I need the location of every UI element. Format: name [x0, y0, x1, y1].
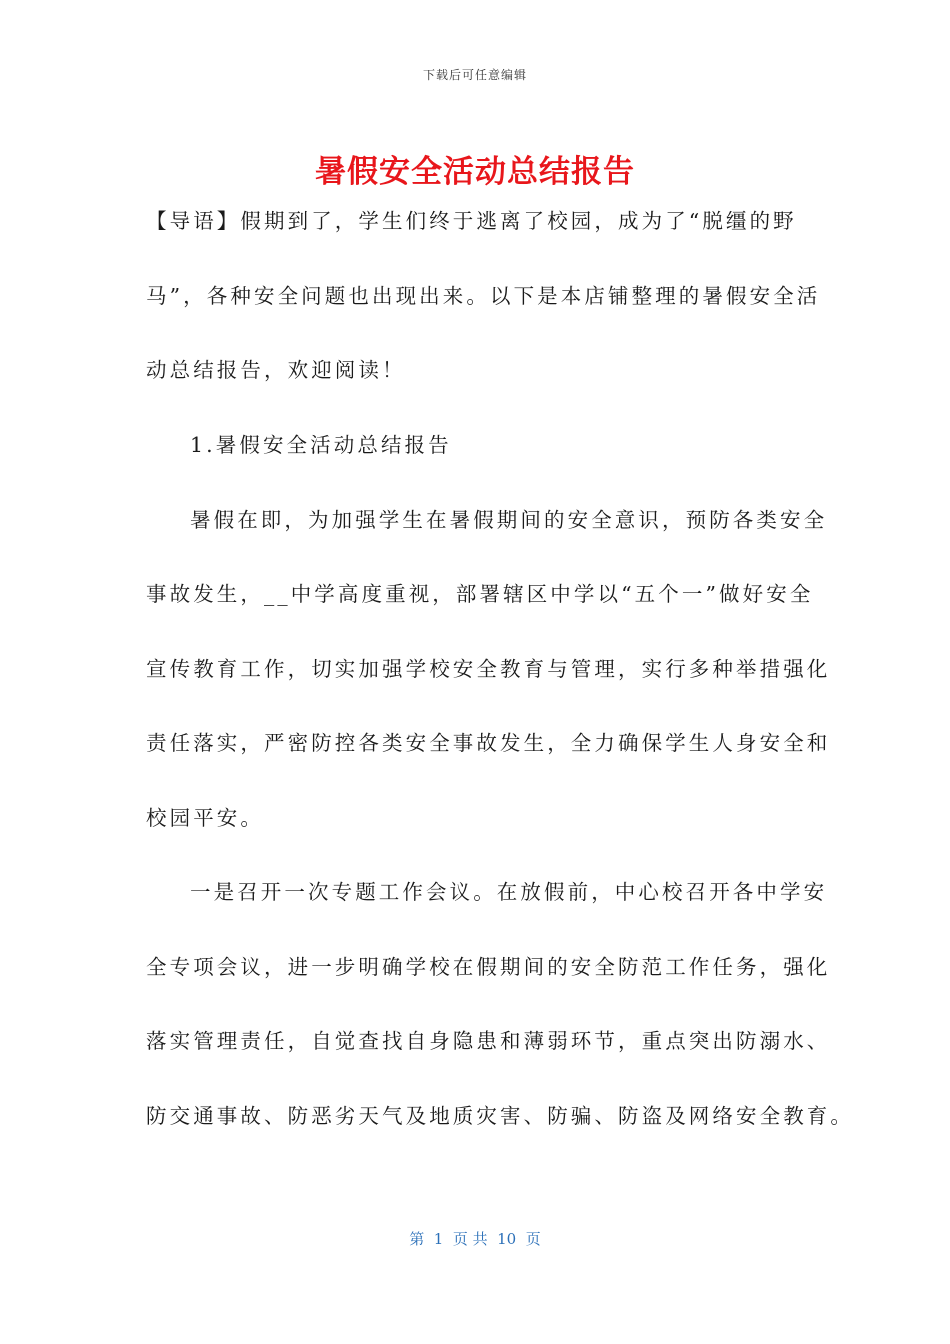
body-line: 全专项会议，进一步明确学校在假期间的安全防范工作任务，强化: [146, 955, 831, 979]
body-line: 宣传教育工作，切实加强学校安全教育与管理，实行多种举措强化: [146, 657, 831, 681]
body-line: 一是召开一次专题工作会议。在放假前，中心校召开各中学安: [190, 880, 828, 904]
document-title: 暑假安全活动总结报告: [315, 154, 635, 190]
body-line: 动总结报告，欢迎阅读！: [146, 358, 406, 382]
body-line: 防交通事故、防恶劣天气及地质灾害、防骗、防盗及网络安全教育。: [146, 1104, 854, 1128]
body-line: 【导语】假期到了，学生们终于逃离了校园，成为了“脱缰的野: [146, 209, 797, 233]
header-note: 下载后可任意编辑: [422, 68, 527, 82]
body-line: 校园平安。: [146, 806, 264, 830]
section-heading: 1.暑假安全活动总结报告: [190, 433, 452, 457]
body-line: 责任落实，严密防控各类安全事故发生，全力确保学生人身安全和: [146, 731, 831, 755]
body-line: 事故发生，__中学高度重视，部署辖区中学以“五个一”做好安全: [146, 582, 814, 606]
body-line: 落实管理责任，自觉查找自身隐患和薄弱环节，重点突出防溺水、: [146, 1029, 831, 1053]
body-line: 暑假在即，为加强学生在暑假期间的安全意识，预防各类安全: [190, 508, 828, 532]
body-line: 马”，各种安全问题也出现出来。以下是本店铺整理的暑假安全活: [146, 284, 821, 308]
page-number-footer: 第 1 页 共 10 页: [409, 1230, 541, 1248]
